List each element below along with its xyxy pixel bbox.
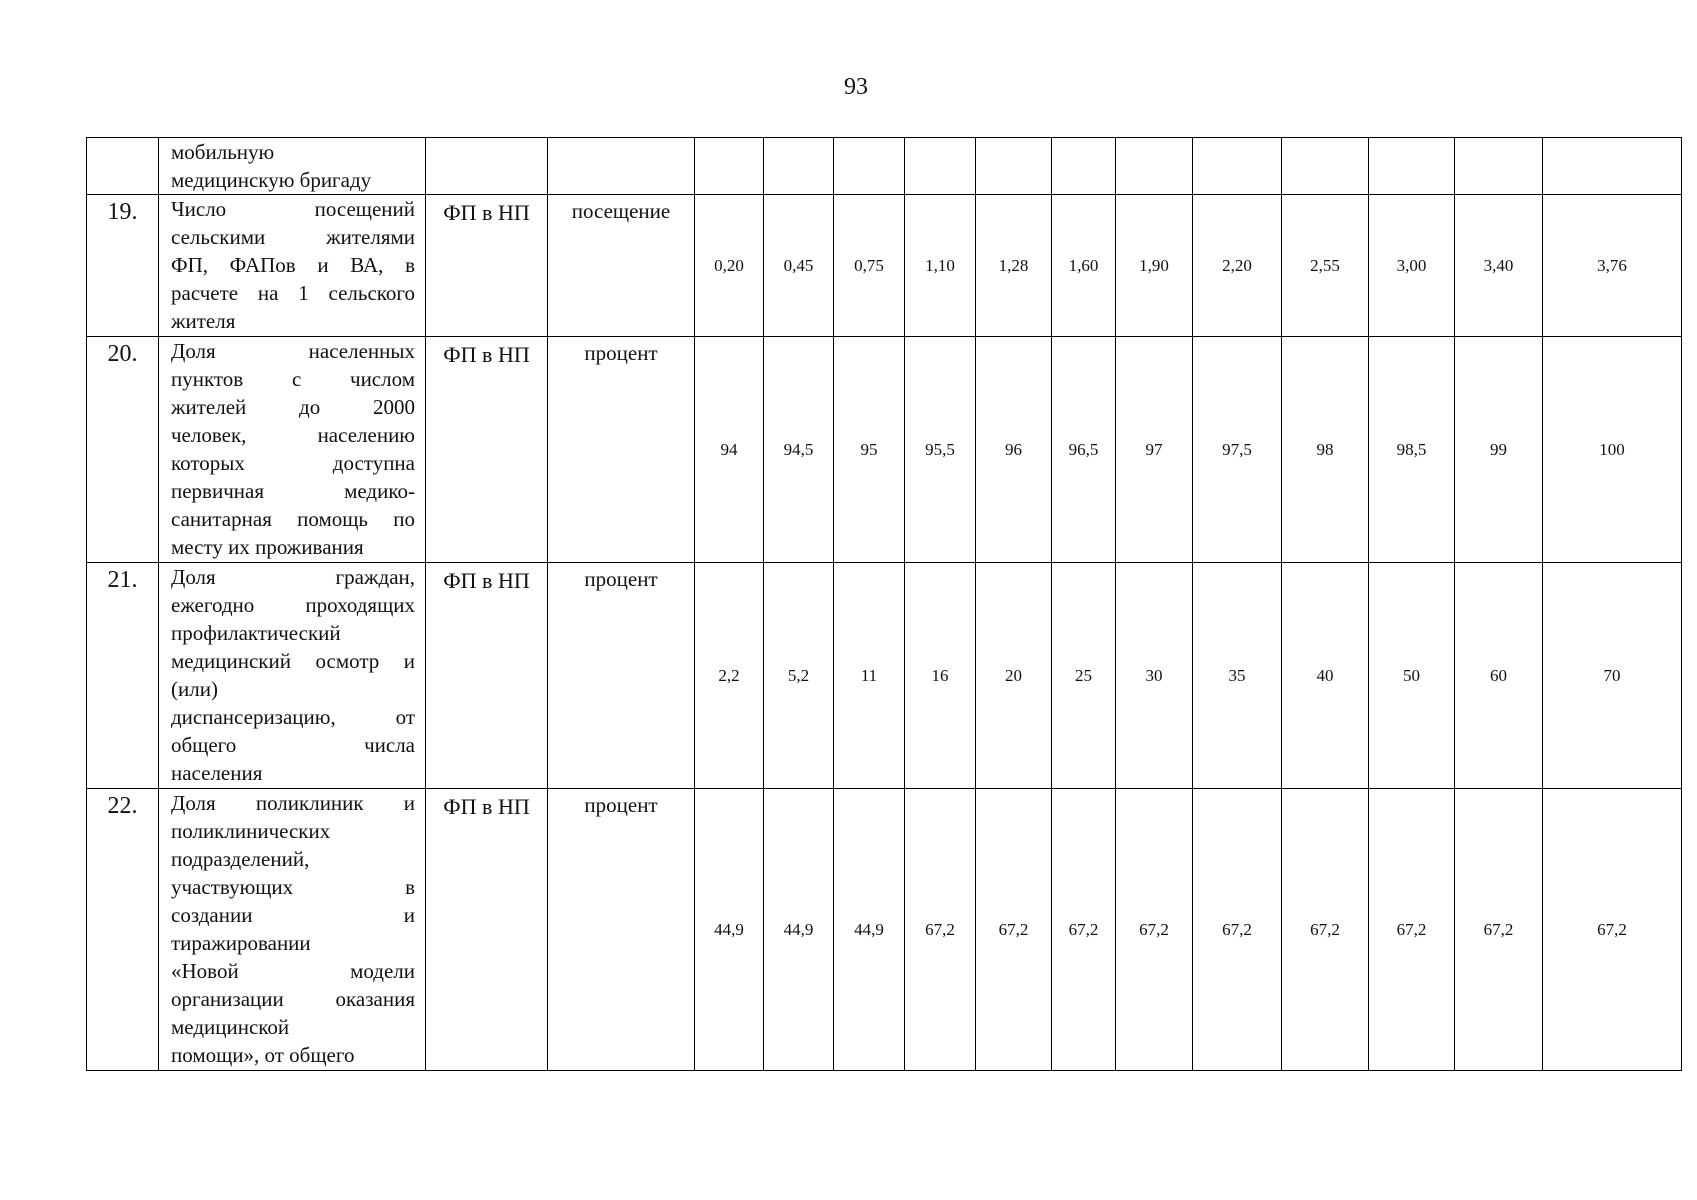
value-cell: 67,2 <box>905 789 976 1071</box>
value-cell <box>1052 138 1116 195</box>
indicator-name-line: Доля населенных <box>171 339 415 363</box>
unit-cell: процент <box>548 337 695 563</box>
value-cell: 3,40 <box>1455 195 1543 337</box>
indicators-table <box>86 137 1682 1071</box>
value-cell <box>1282 138 1369 195</box>
value-cell: 99 <box>1455 337 1543 563</box>
indicator-name-line: ФП, ФАПов и ВА, в <box>171 253 415 277</box>
source-cell: ФП в НП <box>426 563 548 789</box>
value-cell: 16 <box>905 563 976 789</box>
indicator-name-line: жителя <box>171 309 236 333</box>
source-cell <box>426 138 548 195</box>
indicator-name-line: месту их проживания <box>171 535 364 559</box>
value-cell <box>834 138 905 195</box>
value-cell: 1,10 <box>905 195 976 337</box>
indicator-name-line: (или) <box>171 677 218 701</box>
indicator-name-line: Доля граждан, <box>171 565 415 589</box>
value-cell: 3,00 <box>1369 195 1455 337</box>
row-number: 19. <box>87 195 159 337</box>
indicator-name-line: мобильную <box>171 140 275 164</box>
table-row <box>87 138 1682 195</box>
indicator-name <box>159 195 426 337</box>
value-cell: 0,45 <box>764 195 834 337</box>
indicator-name-line: первичная медико- <box>171 479 415 503</box>
value-cell: 44,9 <box>834 789 905 1071</box>
value-cell <box>976 138 1052 195</box>
unit-cell: процент <box>548 789 695 1071</box>
page-number: 93 <box>844 74 868 100</box>
value-cell: 67,2 <box>1543 789 1682 1071</box>
value-cell: 95 <box>834 337 905 563</box>
value-cell <box>1543 138 1682 195</box>
value-cell: 44,9 <box>764 789 834 1071</box>
indicator-name-line: ежегодно проходящих <box>171 593 415 617</box>
indicator-name <box>159 138 426 195</box>
table-row <box>87 563 1682 789</box>
value-cell <box>695 138 764 195</box>
indicator-name-line: Доля поликлиник и <box>171 791 415 815</box>
indicator-name-line: тиражировании <box>171 931 311 955</box>
value-cell: 2,55 <box>1282 195 1369 337</box>
value-cell: 97 <box>1116 337 1193 563</box>
value-cell <box>1369 138 1455 195</box>
source-cell: ФП в НП <box>426 195 548 337</box>
unit-cell: процент <box>548 563 695 789</box>
value-cell: 35 <box>1193 563 1282 789</box>
row-number: 20. <box>87 337 159 563</box>
value-cell: 70 <box>1543 563 1682 789</box>
indicator-name-line: профилактический <box>171 621 341 645</box>
table-row <box>87 195 1682 337</box>
value-cell: 5,2 <box>764 563 834 789</box>
indicator-name <box>159 563 426 789</box>
value-cell: 67,2 <box>976 789 1052 1071</box>
indicator-name-line: подразделений, <box>171 847 310 871</box>
value-cell: 96 <box>976 337 1052 563</box>
value-cell: 100 <box>1543 337 1682 563</box>
value-cell: 67,2 <box>1052 789 1116 1071</box>
value-cell: 30 <box>1116 563 1193 789</box>
value-cell: 0,75 <box>834 195 905 337</box>
indicator-name-line: «Новой модели <box>171 959 415 983</box>
value-cell: 50 <box>1369 563 1455 789</box>
indicator-name <box>159 789 426 1071</box>
value-cell: 94,5 <box>764 337 834 563</box>
source-cell: ФП в НП <box>426 789 548 1071</box>
indicator-name-line: создании и <box>171 903 415 927</box>
indicator-name-line: участвующих в <box>171 875 415 899</box>
indicator-name-line: человек, населению <box>171 423 415 447</box>
indicator-name-line: общего числа <box>171 733 415 757</box>
value-cell: 11 <box>834 563 905 789</box>
value-cell: 67,2 <box>1369 789 1455 1071</box>
indicator-name-line: медицинской <box>171 1015 290 1039</box>
value-cell: 2,20 <box>1193 195 1282 337</box>
indicator-name-line: организации оказания <box>171 987 415 1011</box>
indicator-name-line: санитарная помощь по <box>171 507 415 531</box>
indicators-table-body <box>87 138 1682 1071</box>
indicator-name-line: которых доступна <box>171 451 415 475</box>
value-cell: 98 <box>1282 337 1369 563</box>
indicator-name-line: сельскими жителями <box>171 225 415 249</box>
value-cell: 94 <box>695 337 764 563</box>
value-cell: 1,60 <box>1052 195 1116 337</box>
value-cell: 67,2 <box>1116 789 1193 1071</box>
value-cell: 1,90 <box>1116 195 1193 337</box>
value-cell <box>905 138 976 195</box>
value-cell <box>1455 138 1543 195</box>
value-cell: 44,9 <box>695 789 764 1071</box>
value-cell: 40 <box>1282 563 1369 789</box>
indicator-name <box>159 337 426 563</box>
indicator-name-line: жителей до 2000 <box>171 395 415 419</box>
indicator-name-line: диспансеризацию, от <box>171 705 415 729</box>
value-cell: 98,5 <box>1369 337 1455 563</box>
indicator-name-line: медицинский осмотр и <box>171 649 415 673</box>
value-cell: 97,5 <box>1193 337 1282 563</box>
indicator-name-line: медицинскую бригаду <box>171 168 372 192</box>
value-cell: 0,20 <box>695 195 764 337</box>
value-cell: 96,5 <box>1052 337 1116 563</box>
value-cell: 2,2 <box>695 563 764 789</box>
value-cell: 67,2 <box>1193 789 1282 1071</box>
indicator-name-line: расчете на 1 сельского <box>171 281 415 305</box>
value-cell <box>764 138 834 195</box>
value-cell: 60 <box>1455 563 1543 789</box>
unit-cell <box>548 138 695 195</box>
row-number: 22. <box>87 789 159 1071</box>
row-number <box>87 138 159 195</box>
value-cell: 20 <box>976 563 1052 789</box>
row-number: 21. <box>87 563 159 789</box>
indicator-name-line: пунктов с числом <box>171 367 415 391</box>
indicator-name-line: Число посещений <box>171 197 415 221</box>
value-cell: 67,2 <box>1282 789 1369 1071</box>
indicator-name-line: помощи», от общего <box>171 1043 355 1067</box>
table-row <box>87 337 1682 563</box>
indicator-name-line: поликлинических <box>171 819 331 843</box>
value-cell: 67,2 <box>1455 789 1543 1071</box>
value-cell: 3,76 <box>1543 195 1682 337</box>
value-cell: 95,5 <box>905 337 976 563</box>
table-row <box>87 789 1682 1071</box>
value-cell <box>1116 138 1193 195</box>
value-cell <box>1193 138 1282 195</box>
source-cell: ФП в НП <box>426 337 548 563</box>
unit-cell: посещение <box>548 195 695 337</box>
indicator-name-line: населения <box>171 761 263 785</box>
value-cell: 1,28 <box>976 195 1052 337</box>
value-cell: 25 <box>1052 563 1116 789</box>
